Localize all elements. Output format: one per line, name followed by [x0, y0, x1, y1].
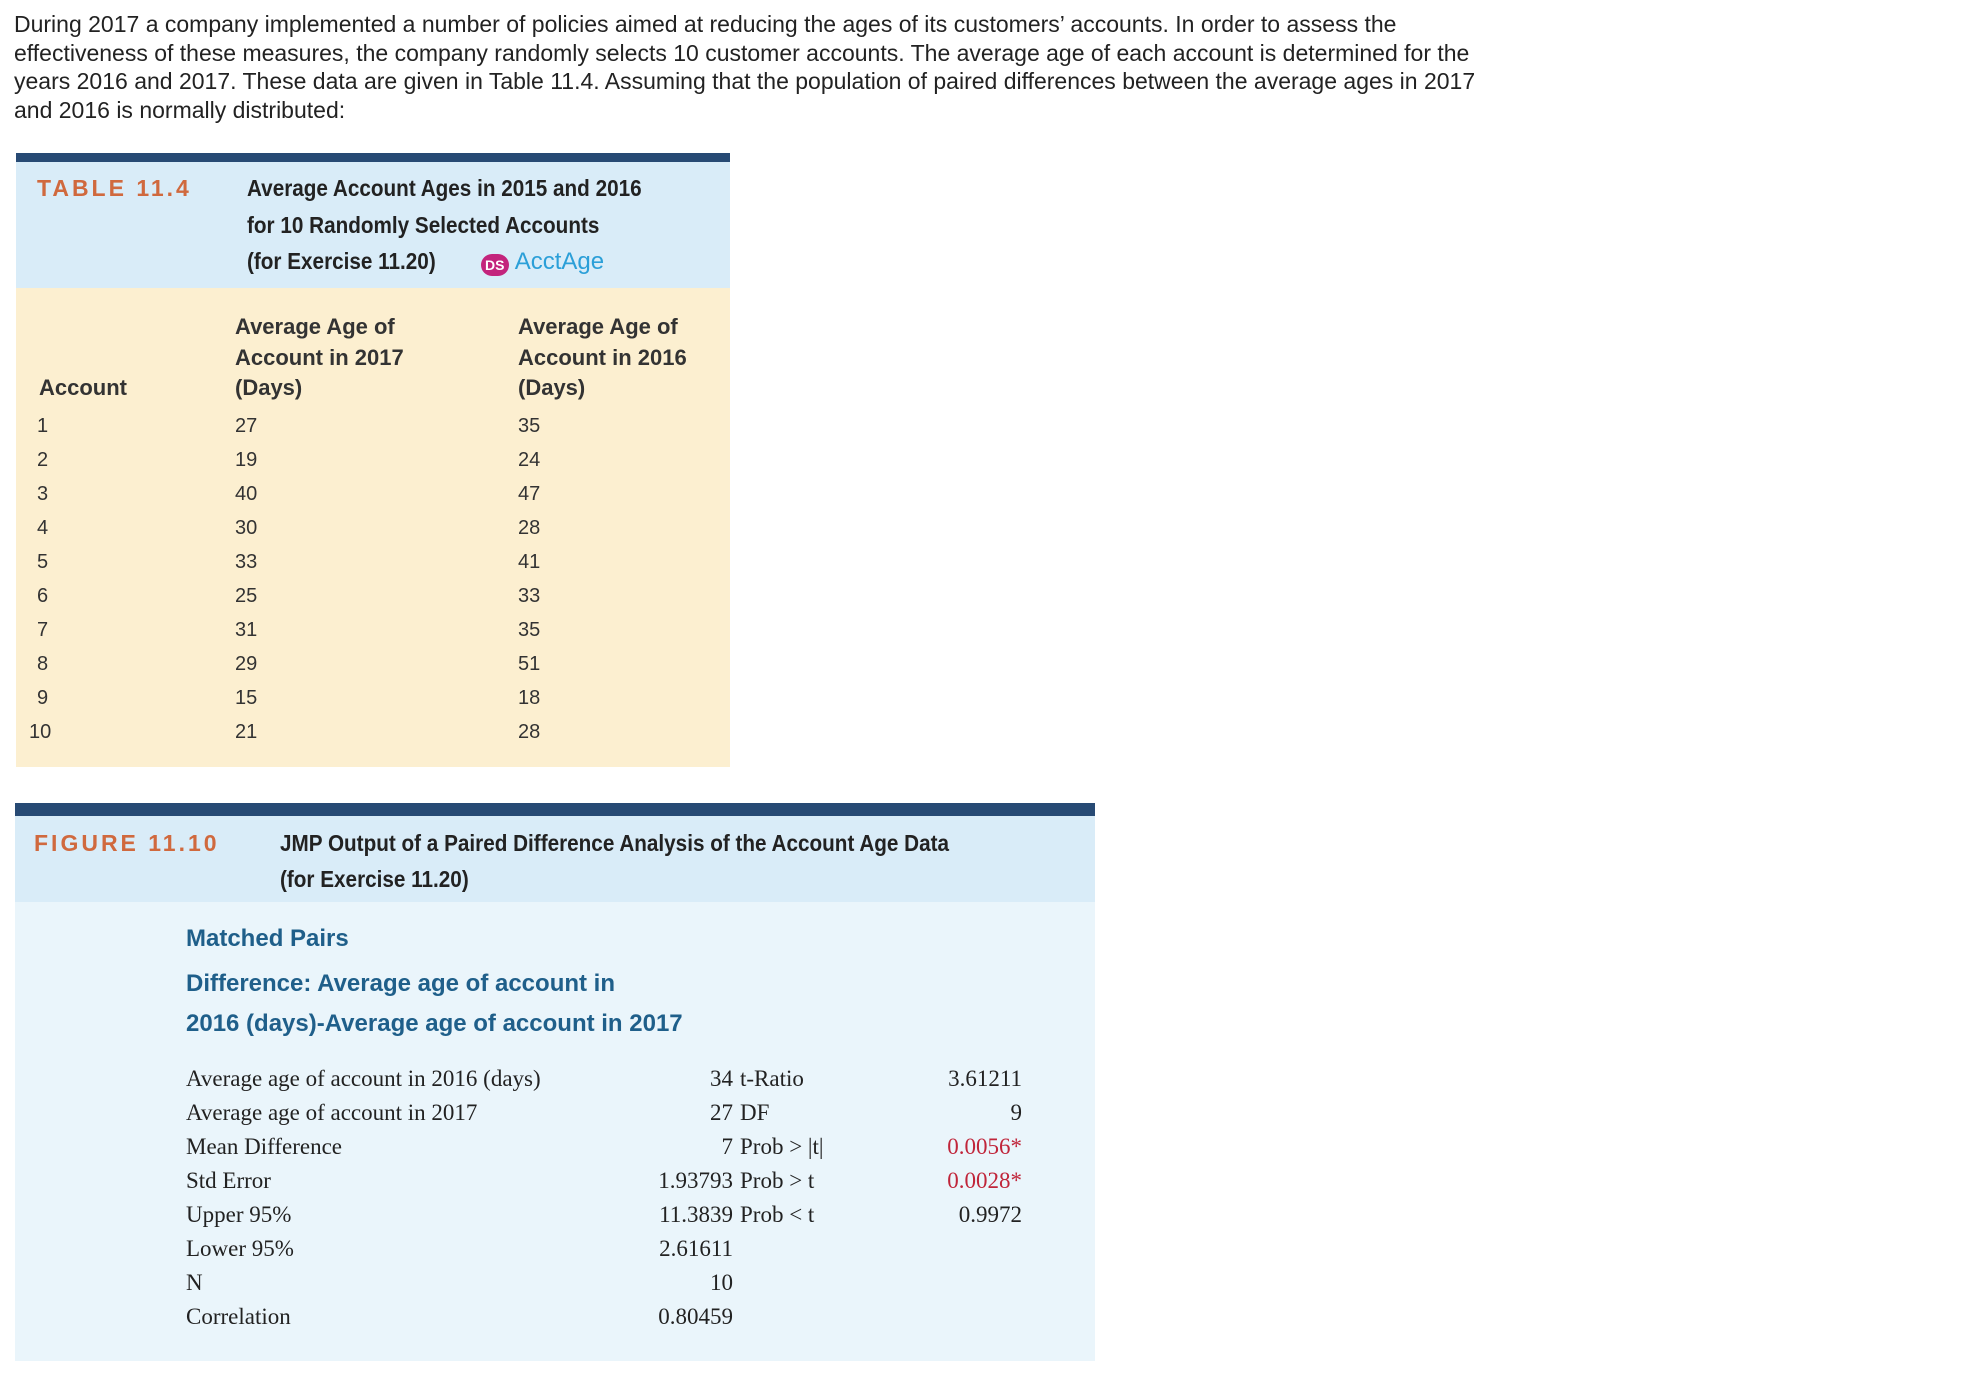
account-cell: 9 [37, 687, 49, 709]
account-cell: 2 [37, 449, 49, 471]
stat-value: 11.3839 [659, 1202, 733, 1227]
stat-label: Upper 95% [186, 1202, 292, 1227]
figure-11-10 [15, 803, 1095, 1361]
figure-title-line: (for Exercise 11.20) [280, 866, 469, 892]
account-cell: 7 [37, 619, 49, 641]
age-2017-cell: 29 [235, 653, 258, 675]
age-2017-cell: 21 [235, 721, 258, 743]
header-line: Account in 2016 [518, 344, 687, 370]
test-stat-label: Prob > t [740, 1168, 815, 1193]
problem-statement: During 2017 a company implemented a number of policies aimed at reducing the ages of its customers’ accounts. In order to assess the effectiveness of these measures, the company randomly selects 10 customer accounts. The average age of each account is determined for the years 2016 and 2017. These data are given in Table 11.4. Assuming that the population of paired differences between the average ages in 2017 and 2016 is normally distributed: [14, 11, 1476, 123]
column-header-2017 [235, 312, 404, 404]
test-stat-value: 9 [1010, 1100, 1022, 1125]
test-stat-value: 0.9972 [958, 1202, 1022, 1227]
age-2017-cell: 19 [235, 449, 258, 471]
figure-top-bar [15, 803, 1095, 816]
age-2017-cell: 15 [235, 687, 258, 709]
stat-label: Lower 95% [186, 1236, 294, 1261]
test-stat-label: Prob > |t| [740, 1134, 824, 1159]
stat-value: 34 [710, 1066, 733, 1091]
age-2016-cell: 28 [518, 517, 541, 539]
age-2017-cell: 30 [235, 517, 258, 539]
account-cell: 5 [37, 551, 49, 573]
header-line: Average Age of [518, 314, 678, 339]
age-2017-cell: 40 [235, 483, 258, 505]
stat-value: 27 [710, 1100, 733, 1125]
stat-label: Mean Difference [186, 1134, 343, 1159]
stat-value: 1.93793 [658, 1168, 733, 1193]
age-2016-cell: 51 [518, 653, 541, 675]
stat-label: N [186, 1270, 203, 1295]
header-line: Average Age of [235, 314, 395, 339]
account-cell: 6 [37, 585, 49, 607]
dataset-link[interactable]: AcctAge [514, 248, 605, 275]
stat-label: Average age of account in 2017 [186, 1100, 478, 1125]
age-2016-cell: 35 [518, 415, 541, 437]
age-2017-cell: 33 [235, 551, 258, 573]
age-2016-cell: 28 [518, 721, 541, 743]
stat-label: Std Error [186, 1168, 271, 1193]
figure-header [15, 816, 1095, 902]
account-cell: 1 [37, 415, 49, 437]
test-stat-label: DF [740, 1100, 770, 1125]
column-header-account: Account [39, 375, 127, 400]
table-title-line: (for Exercise 11.20) [247, 248, 436, 274]
account-cell: 3 [37, 483, 49, 505]
age-2017-cell: 27 [235, 415, 258, 437]
age-2017-cell: 25 [235, 585, 258, 607]
table-title-line: for 10 Randomly Selected Accounts [247, 212, 600, 238]
table-label: TABLE 11.4 [37, 175, 192, 201]
stat-value: 7 [721, 1134, 733, 1159]
difference-line: 2016 (days)-Average age of account in 2017 [186, 1010, 683, 1037]
age-2016-cell: 47 [518, 483, 541, 505]
stat-value: 0.80459 [658, 1304, 733, 1329]
age-2016-cell: 41 [518, 551, 541, 573]
figure-label: FIGURE 11.10 [34, 830, 220, 856]
stat-value: 10 [710, 1270, 733, 1295]
age-2017-cell: 31 [235, 619, 258, 641]
dataset-icon: DS [481, 254, 509, 276]
account-cell: 10 [29, 721, 52, 743]
table-header [16, 162, 730, 288]
difference-line: Difference: Average age of account in [186, 970, 615, 997]
header-line: (Days) [235, 375, 303, 400]
account-cell: 4 [37, 517, 49, 539]
age-2016-cell: 33 [518, 585, 541, 607]
account-cell: 8 [37, 653, 49, 675]
matched-pairs-heading: Matched Pairs [186, 925, 349, 952]
table-11-4 [16, 153, 730, 767]
table-top-bar [16, 153, 730, 162]
test-stat-value: 0.0056* [947, 1134, 1022, 1159]
age-2016-cell: 35 [518, 619, 541, 641]
test-stat-label: Prob < t [740, 1202, 815, 1227]
column-header-2016 [518, 312, 687, 404]
table-title-line: Average Account Ages in 2015 and 2016 [247, 175, 642, 201]
test-stat-value: 3.61211 [948, 1066, 1022, 1091]
figure-title-line: JMP Output of a Paired Difference Analysis of the Account Age Data [280, 830, 950, 856]
header-line: (Days) [518, 375, 586, 400]
test-stat-label: t-Ratio [740, 1066, 804, 1091]
stat-label: Average age of account in 2016 (days) [186, 1066, 541, 1091]
header-line: Account in 2017 [235, 344, 404, 370]
stat-value: 2.61611 [659, 1236, 733, 1261]
test-stat-value: 0.0028* [947, 1168, 1022, 1193]
stat-label: Correlation [186, 1304, 291, 1329]
age-2016-cell: 18 [518, 687, 541, 709]
age-2016-cell: 24 [518, 449, 541, 471]
